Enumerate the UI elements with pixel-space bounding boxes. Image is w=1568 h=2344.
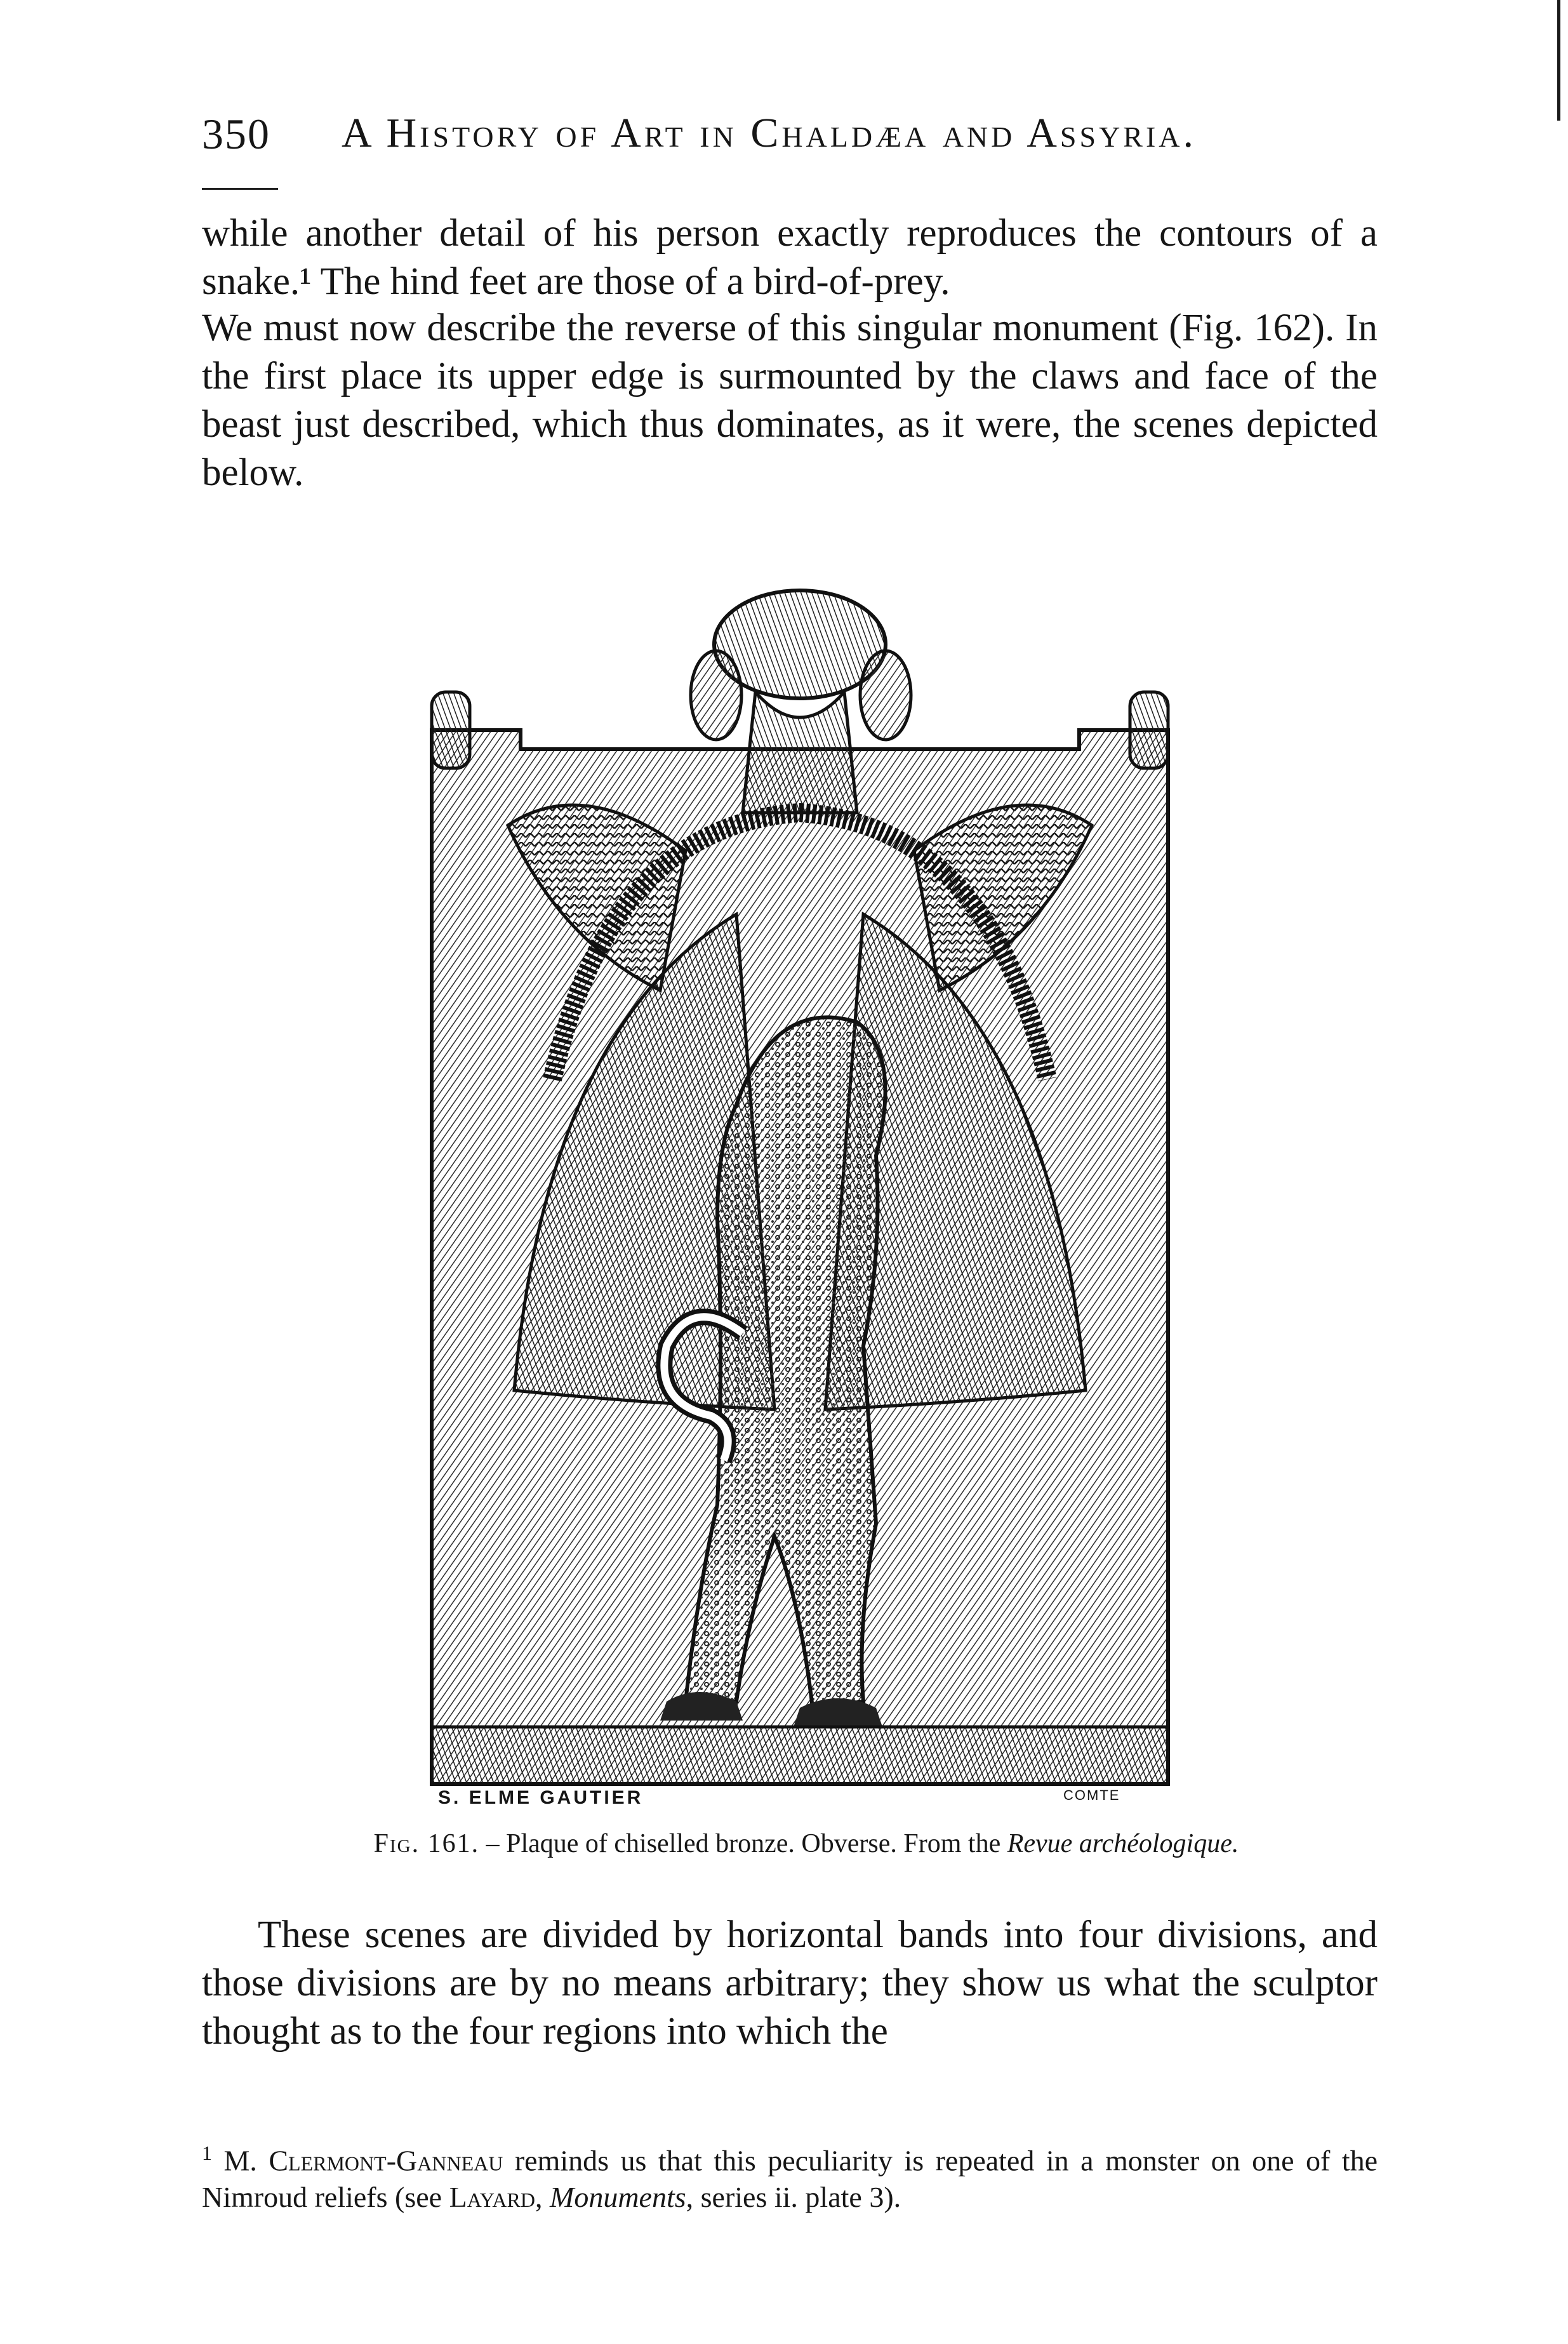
head-rule: [202, 188, 278, 190]
engraver-signature: COMTE: [1063, 1787, 1120, 1803]
footnote-marker: 1: [202, 2141, 212, 2164]
footnote-ref-author: Layard: [449, 2181, 535, 2214]
right-post: [1130, 692, 1168, 768]
plaque-base: [432, 1727, 1168, 1784]
footnote-text-after: , series ii. plate 3).: [686, 2181, 901, 2214]
footnote-text-before: reminds us that this peculiarity is repeated in a monster on one of the Nimroud reliefs (see: [202, 2144, 1378, 2214]
running-title: A History of Art in Chaldæa and Assyria.: [342, 110, 1197, 156]
paragraph-3: These scenes are divided by horizontal bands into four divisions, and those divisions are by no means arbitrary; they show us what the sculptor thought as to the four regions into which the: [202, 1914, 1378, 2053]
plaque-illustration: [419, 584, 1181, 1822]
paragraph-1: while another detail of his person exactly reproduces the contours of a snake.¹ The hind feet are those of a bird-of-prey.: [202, 212, 1378, 303]
running-head: [202, 109, 1256, 166]
paragraph-2: We must now describe the reverse of this singular monument (Fig. 162). In the first place its upper edge is surmounted by the claws and face of the beast just described, which thus dominates, as it were, the scenes depicted below.: [202, 307, 1378, 494]
page-edge-rule: [1557, 0, 1560, 121]
figure-engraving: [419, 584, 1181, 1822]
footnote: [202, 2134, 1378, 2216]
artist-signature: S. ELME GAUTIER: [438, 1787, 644, 1808]
caption-journal: Revue archéologique.: [1007, 1829, 1239, 1858]
figure-caption: [298, 1828, 1314, 1859]
caption-text: – Plaque of chiselled bronze. Obverse. From the: [479, 1829, 1007, 1858]
footnote-ref-title: Monuments: [550, 2181, 686, 2214]
footnote-ref-sep: ,: [535, 2181, 550, 2214]
left-post: [432, 692, 470, 768]
caption-label: Fig. 161.: [373, 1829, 480, 1858]
footnote-author: M. Clermont-Ganneau: [223, 2144, 503, 2177]
page-number: 350: [202, 110, 270, 158]
